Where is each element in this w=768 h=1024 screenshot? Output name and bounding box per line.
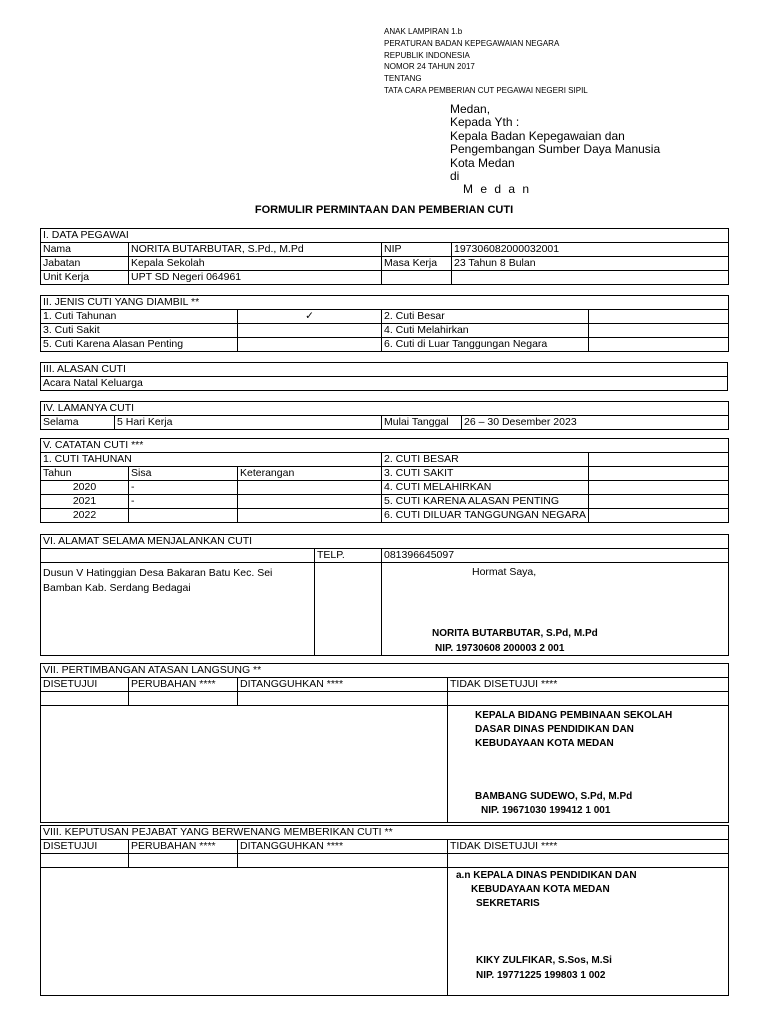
position-line: DASAR DINAS PENDIDIKAN DAN <box>475 724 634 735</box>
column-header: DITANGGUHKAN **** <box>238 840 448 854</box>
section-pertimbangan <box>40 663 729 823</box>
leave-type: 2. Cuti Besar <box>382 310 589 324</box>
address-line: Dusun V Hatinggian Desa Bakaran Batu Kec. Sei <box>43 567 273 579</box>
unit-kerja-value: UPT SD Negeri 064961 <box>129 271 382 285</box>
selama-value: 5 Hari Kerja <box>115 416 382 430</box>
sisa-cell: - <box>129 481 238 495</box>
table-row <box>41 509 729 523</box>
position-line: a.n KEPALA DINAS PENDIDIKAN DAN <box>456 870 637 881</box>
check-icon[interactable]: ✓ <box>238 310 382 324</box>
field-label: Selama <box>41 416 115 430</box>
header-line: ANAK LAMPIRAN 1.b <box>384 27 463 36</box>
jabatan-value: Kepala Sekolah <box>129 257 382 271</box>
section-alasan-cuti <box>40 362 728 391</box>
column-header: TIDAK DISETUJUI **** <box>448 840 729 854</box>
section-heading: II. JENIS CUTI YANG DIAMBIL ** <box>41 296 729 310</box>
section-keputusan <box>40 825 729 996</box>
telp-label: TELP. <box>315 549 382 563</box>
checkbox-cell[interactable] <box>589 324 729 338</box>
recipient-line: Kota Medan <box>450 155 515 170</box>
checkbox-cell[interactable] <box>589 338 729 352</box>
recipient-address <box>450 103 660 197</box>
field-label: Unit Kerja <box>41 271 129 285</box>
recipient-line: Kepala Badan Kepegawaian dan <box>450 128 625 143</box>
checkbox-cell[interactable] <box>238 324 382 338</box>
section-heading: IV. LAMANYA CUTI <box>41 402 729 416</box>
regulation-header <box>384 26 588 97</box>
checkbox-cell[interactable] <box>41 854 129 868</box>
table-row <box>41 495 729 509</box>
city-date: Medan, <box>450 102 491 116</box>
year-cell: 2021 <box>41 495 129 509</box>
leave-type: 6. Cuti di Luar Tanggungan Negara <box>382 338 589 352</box>
masa-kerja-value: 23 Tahun 8 Bulan <box>452 257 729 271</box>
column-header: DITANGGUHKAN **** <box>238 678 448 692</box>
signer-name: BAMBANG SUDEWO, S.Pd, M.Pd <box>475 791 633 802</box>
column-header: Sisa <box>129 467 238 481</box>
closing-text: Hormat Saya, <box>472 566 537 578</box>
field-label: Jabatan <box>41 257 129 271</box>
year-cell: 2022 <box>41 509 129 523</box>
section-heading: V. CATATAN CUTI *** <box>41 439 729 453</box>
address-cell <box>41 563 315 656</box>
section-data-pegawai <box>40 228 729 285</box>
field-label: NIP <box>382 243 452 257</box>
column-header: PERUBAHAN **** <box>129 678 238 692</box>
section-jenis-cuti <box>40 295 729 352</box>
signer-nip: NIP. 19671030 199412 1 001 <box>481 805 611 816</box>
salutation: Kepada Yth : <box>450 115 520 130</box>
field-label: Masa Kerja <box>382 257 452 271</box>
leave-type: 3. Cuti Sakit <box>41 324 238 338</box>
nama-value: NORITA BUTARBUTAR, S.Pd., M.Pd <box>129 243 382 257</box>
table-row <box>41 481 729 495</box>
header-line: PERATURAN BADAN KEPEGAWAIAN NEGARA <box>384 38 560 48</box>
signer-name: NORITA BUTARBUTAR, S.Pd, M.Pd <box>432 628 598 639</box>
checkbox-cell[interactable] <box>448 854 729 868</box>
supervisor-signature-block <box>448 706 729 823</box>
official-signature-block <box>448 868 729 996</box>
section-catatan-cuti <box>40 438 729 523</box>
year-cell: 2020 <box>41 481 129 495</box>
checkbox-cell[interactable] <box>129 692 238 706</box>
signer-nip: NIP. 19771225 199803 1 002 <box>476 970 606 981</box>
header-line: REPUBLIK INDONESIA <box>384 50 470 60</box>
column-header: Tahun <box>41 467 129 481</box>
address-line: Bamban Kab. Serdang Bedagai <box>43 582 191 594</box>
checkbox-cell[interactable] <box>129 854 238 868</box>
telp-value: 081396645097 <box>382 549 729 563</box>
position-line: KEPALA BIDANG PEMBINAAN SEKOLAH <box>475 710 673 721</box>
section-heading: VIII. KEPUTUSAN PEJABAT YANG BERWENANG MEMBERIKAN CUTI ** <box>41 826 729 840</box>
sisa-cell: - <box>129 495 238 509</box>
leave-note-label: 5. CUTI KARENA ALASAN PENTING <box>382 495 589 509</box>
leave-note-label: 4. CUTI MELAHIRKAN <box>382 481 589 495</box>
leave-type: 4. Cuti Melahirkan <box>382 324 589 338</box>
leave-type: 1. Cuti Tahunan <box>41 310 238 324</box>
section-alamat <box>40 534 729 656</box>
di-label: di <box>450 169 460 184</box>
reason-value: Acara Natal Keluarga <box>41 377 728 391</box>
form-title: FORMULIR PERMINTAAN DAN PEMBERIAN CUTI <box>254 204 514 216</box>
signer-nip: NIP. 19730608 200003 2 001 <box>435 643 565 654</box>
applicant-signature-block <box>382 563 729 656</box>
checkbox-cell[interactable] <box>238 338 382 352</box>
section-heading: III. ALASAN CUTI <box>41 363 728 377</box>
checkbox-cell[interactable] <box>589 310 729 324</box>
section-lamanya-cuti <box>40 401 729 430</box>
recipient-city: M e d a n <box>463 182 532 197</box>
section-heading: VII. PERTIMBANGAN ATASAN LANGSUNG ** <box>41 664 729 678</box>
header-line: TATA CARA PEMBERIAN CUT PEGAWAI NEGERI SIPIL <box>384 85 588 95</box>
recipient-line: Pengembangan Sumber Daya Manusia <box>450 142 661 157</box>
column-header: DISETUJUI <box>41 840 129 854</box>
header-line: TENTANG <box>384 74 422 84</box>
position-line: KEBUDAYAAN KOTA MEDAN <box>471 884 610 895</box>
field-label: Nama <box>41 243 129 257</box>
sisa-cell <box>129 509 238 523</box>
signer-name: KIKY ZULFIKAR, S.Sos, M.Si <box>476 955 612 966</box>
nip-value: 197306082000032001 <box>452 243 729 257</box>
checkbox-cell[interactable] <box>238 692 448 706</box>
leave-note-label: 6. CUTI DILUAR TANGGUNGAN NEGARA <box>382 509 589 523</box>
cuti-tahunan-label: 1. CUTI TAHUNAN <box>41 453 382 467</box>
mulai-value: 26 – 30 Desember 2023 <box>462 416 729 430</box>
column-header: PERUBAHAN **** <box>129 840 238 854</box>
leave-type: 5. Cuti Karena Alasan Penting <box>41 338 238 352</box>
position-line: KEBUDAYAAN KOTA MEDAN <box>475 738 614 749</box>
cuti-besar-label: 2. CUTI BESAR <box>382 453 589 467</box>
position-line: SEKRETARIS <box>476 898 540 909</box>
column-header: TIDAK DISETUJUI **** <box>448 678 729 692</box>
cuti-sakit-label: 3. CUTI SAKIT <box>382 467 589 481</box>
header-line: NOMOR 24 TAHUN 2017 <box>384 62 475 72</box>
column-header: DISETUJUI <box>41 678 129 692</box>
field-label: Mulai Tanggal <box>382 416 462 430</box>
checkbox-cell[interactable] <box>238 854 448 868</box>
checkbox-cell[interactable] <box>41 692 129 706</box>
section-heading: I. DATA PEGAWAI <box>41 229 729 243</box>
checkbox-cell[interactable] <box>448 692 729 706</box>
column-header: Keterangan <box>238 467 382 481</box>
section-heading: VI. ALAMAT SELAMA MENJALANKAN CUTI <box>41 535 729 549</box>
